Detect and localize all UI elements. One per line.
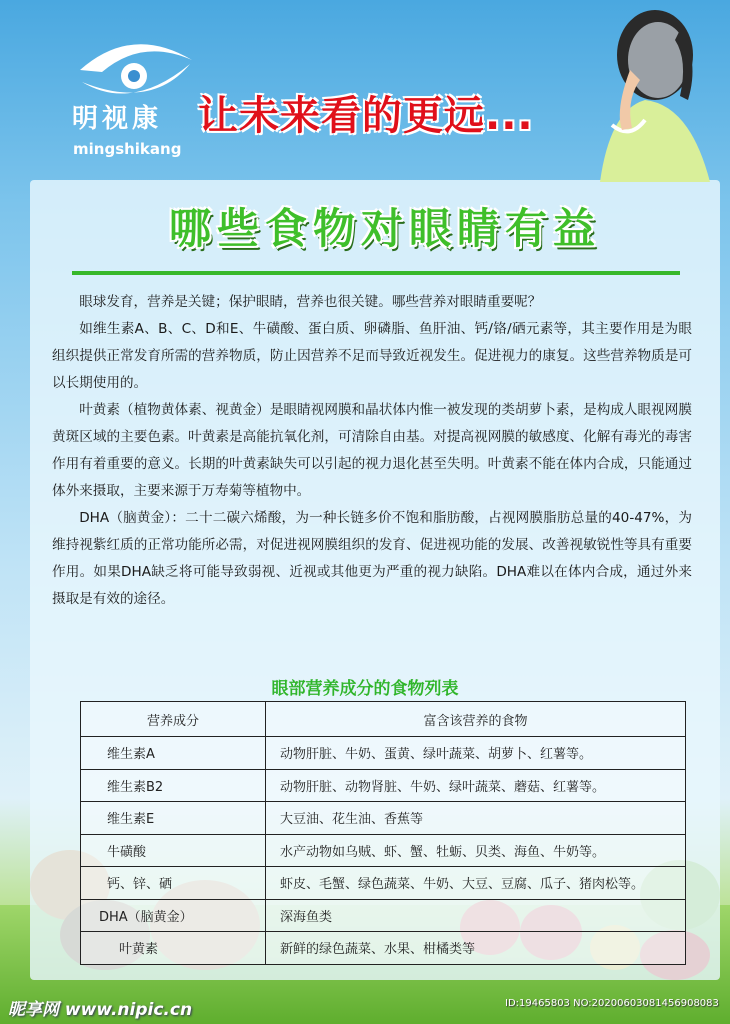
table-row [81,834,686,867]
table-row [81,867,686,900]
watermark-site: 昵享网 www.nipic.cn [8,1000,193,1020]
nutrient-cell: 维生素B2 [81,769,266,802]
nutrition-table [80,701,686,965]
foods-cell: 新鲜的绿色蔬菜、水果、柑橘类等 [266,932,686,965]
paragraph: 叶黄素（植物黄体素、视黄金）是眼睛视网膜和晶状体内惟一被发现的类胡萝卜素，是构成人眼视网膜黄斑区域的主要色素。叶黄素是高能抗氧化剂，可清除自由基。对提高视网膜的敏感度、化解有毒光的毒害作用有着重要的意义。长期的叶黄素缺失可以引起的视力退化甚至失明。叶黄素不能在体内合成，只能通过体外来摄取，主要来源于万寿菊等植物中。 [52,402,692,499]
foods-cell: 水产动物如乌贼、虾、蟹、牡蛎、贝类、海鱼、牛奶等。 [266,834,686,867]
foods-cell: 深海鱼类 [266,899,686,932]
column-header: 富含该营养的食物 [266,702,686,737]
paragraph: DHA（脑黄金）：二十二碳六烯酸，为一种长链多价不饱和脂肪酸，占视网膜脂肪总量的40-47%，为维持视紫红质的正常功能所必需，对促进视网膜组织的发育、促进视功能的发展、改善视敏锐性等具有重要作用。如果DHA缺乏将可能导致弱视、近视或其他更为严重的视力缺陷。DHA难以在体内合成，通过外来摄取是有效的途径。 [52,510,692,607]
foods-cell: 动物肝脏、牛奶、蛋黄、绿叶蔬菜、胡萝卜、红薯等。 [266,737,686,770]
page-title: 哪些食物对眼睛有益 [168,204,601,253]
title-divider [72,271,680,275]
nutrient-cell: 维生素E [81,802,266,835]
girl-photo [560,0,730,182]
table-row [81,802,686,835]
nutrient-cell: 牛磺酸 [81,834,266,867]
nutrient-cell: 叶黄素 [81,932,266,965]
foods-cell: 动物肝脏、动物肾脏、牛奶、绿叶蔬菜、蘑菇、红薯等。 [266,769,686,802]
brand-name-en: mingshikang [73,140,182,158]
foods-cell: 虾皮、毛蟹、绿色蔬菜、牛奶、大豆、豆腐、瓜子、猪肉松等。 [266,867,686,900]
paragraph: 眼球发育，营养是关键；保护眼睛，营养也很关键。哪些营养对眼睛重要呢？ [79,294,542,310]
column-header: 营养成分 [81,702,266,737]
nutrient-cell: 钙、锌、硒 [81,867,266,900]
foods-cell: 大豆油、花生油、香蕉等 [266,802,686,835]
nutrient-cell: 维生素A [81,737,266,770]
table-row [81,737,686,770]
table-row [81,899,686,932]
table-header-row [81,702,686,737]
brand-name-cn: 明视康 [72,104,163,134]
table-row [81,932,686,965]
nutrient-cell: DHA（脑黄金） [81,899,266,932]
paragraph: 如维生素A、B、C、D和E、牛磺酸、蛋白质、卵磷脂、鱼肝油、钙/铬/硒元素等，其主要作用是为眼组织提供正常发育所需的营养物质，防止因营养不足而导致近视发生。促进视力的康复。这些营养物质是可以长期使用的。 [52,321,692,391]
table-title: 眼部营养成分的食物列表 [271,679,459,699]
watermark-id: ID:19465803 NO:20200603081456908083 [505,998,719,1009]
table-row [81,769,686,802]
article-body [52,289,692,613]
slogan: 让未来看的更远... [198,93,534,139]
